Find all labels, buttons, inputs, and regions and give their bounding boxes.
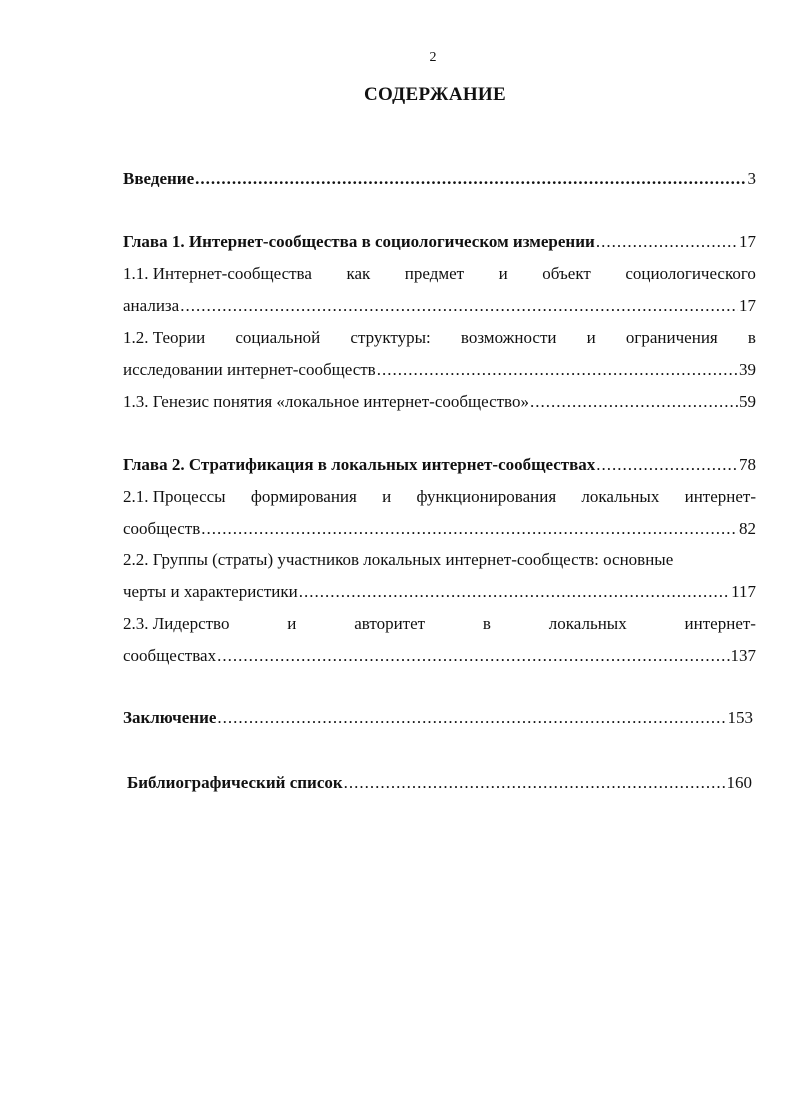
toc-page-number: 160	[726, 773, 752, 792]
toc-entry-1-2-line2[interactable]	[123, 358, 756, 382]
dot-leader	[195, 167, 746, 191]
toc-word: интернет-	[684, 487, 756, 506]
dot-leader	[217, 644, 729, 668]
toc-word: социальной	[235, 328, 321, 347]
toc-word: и	[382, 487, 392, 506]
toc-entry-label: 2.2. Группы (страты) участников локальных интернет-сообществ: основные	[123, 550, 674, 569]
toc-word: предмет	[404, 264, 465, 283]
toc-entry-1-1-line1[interactable]	[123, 262, 756, 286]
toc-entry-chapter-2[interactable]	[123, 453, 756, 477]
toc-word: социологического	[625, 264, 756, 283]
toc-entry-label: Глава 2. Стратификация в локальных интернет-сообществах	[123, 455, 596, 474]
toc-word: локальных	[548, 614, 627, 633]
toc-word: 2.1. Процессы	[123, 487, 226, 506]
toc-word: ограничения	[625, 328, 718, 347]
toc-entry-bibliography[interactable]	[127, 771, 752, 795]
toc-entry-chapter-1[interactable]	[123, 230, 756, 254]
toc-entry-1-1-line2[interactable]	[123, 294, 756, 318]
toc-entry-label: сообществ	[123, 519, 201, 538]
toc-page-number: 82	[739, 519, 756, 538]
toc-entry-label: черты и характеристики	[123, 582, 298, 601]
toc-entry-label: Библиографический список	[127, 773, 343, 792]
toc-page-number: 17	[739, 232, 756, 251]
toc-page-number: 39	[739, 360, 756, 379]
toc-entry-1-2-line1[interactable]	[123, 326, 756, 350]
dot-leader	[377, 358, 738, 382]
toc-entry-label: Глава 1. Интернет-сообщества в социологическом измерении	[123, 232, 595, 251]
toc-page-number: 17	[739, 296, 756, 315]
toc-entry-label: исследовании интернет-сообществ	[123, 360, 376, 379]
toc-word: в	[482, 614, 491, 633]
toc-word: возможности	[460, 328, 557, 347]
dot-leader	[201, 517, 738, 541]
toc-word: локальных	[581, 487, 660, 506]
toc-entry-1-3[interactable]	[123, 390, 756, 414]
toc-word: интернет-	[684, 614, 756, 633]
dot-leader	[180, 294, 738, 318]
toc-entry-2-2-line1[interactable]	[123, 548, 756, 572]
toc-word: объект	[542, 264, 591, 283]
toc-entry-intro[interactable]	[123, 167, 756, 191]
dot-leader	[344, 771, 726, 795]
dot-leader	[299, 580, 730, 604]
toc-word: 2.3. Лидерство	[123, 614, 230, 633]
dot-leader	[596, 230, 738, 254]
dot-leader	[596, 453, 738, 477]
dot-leader	[530, 390, 738, 414]
page-number: 2	[429, 50, 437, 65]
dot-leader	[217, 706, 726, 730]
toc-entry-2-2-line2[interactable]	[123, 580, 756, 604]
toc-title: СОДЕРЖАНИЕ	[364, 84, 506, 105]
toc-word: структуры:	[350, 328, 431, 347]
toc-page-number: 153	[727, 708, 753, 727]
toc-entry-2-3-line2[interactable]	[123, 644, 756, 668]
toc-entry-2-3-line1[interactable]	[123, 612, 756, 636]
toc-entry-label: сообществах	[123, 646, 217, 665]
toc-word: и	[287, 614, 297, 633]
toc-word: формирования	[250, 487, 357, 506]
toc-page-number: 117	[731, 582, 756, 601]
toc-word: 1.2. Теории	[123, 328, 206, 347]
toc-word: 1.1. Интернет-сообщества	[123, 264, 312, 283]
toc-page-number: 137	[730, 646, 756, 665]
toc-entry-label: Заключение	[123, 708, 217, 727]
toc-page-number: 3	[747, 169, 756, 188]
toc-word: в	[747, 328, 756, 347]
toc-entry-2-1-line2[interactable]	[123, 517, 756, 541]
toc-entry-label: Введение	[123, 169, 195, 188]
toc-entry-label: 1.3. Генезис понятия «локальное интернет-сообщество»	[123, 392, 529, 411]
toc-entry-2-1-line1[interactable]	[123, 485, 756, 509]
toc-entry-label: анализа	[123, 296, 180, 315]
toc-word: как	[346, 264, 371, 283]
toc-page-number: 78	[739, 455, 756, 474]
toc-page-number: 59	[739, 392, 756, 411]
toc-word: функционирования	[416, 487, 557, 506]
toc-entry-conclusion[interactable]	[123, 706, 753, 730]
toc-word: и	[498, 264, 508, 283]
toc-word: авторитет	[354, 614, 426, 633]
toc-word: и	[586, 328, 596, 347]
